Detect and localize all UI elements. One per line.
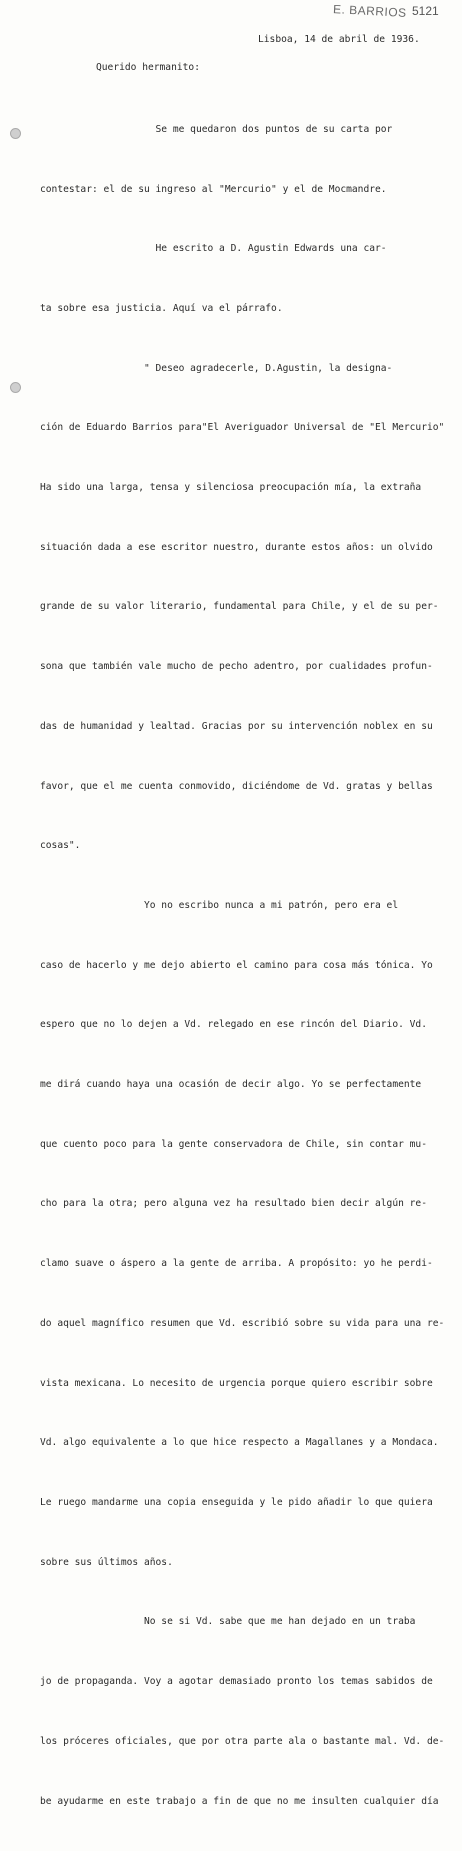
body-line: sona que también vale mucho de pecho adentro, por cualidades profun-	[40, 661, 433, 673]
body-line: cosas".	[40, 840, 81, 852]
body-line: Yo no escribo nunca a mi patrón, pero era el	[40, 899, 399, 911]
letter-body	[40, 80, 452, 1851]
body-line: grande de su valor literario, fundamental para Chile, y el de su per-	[40, 601, 439, 613]
body-line: He escrito a D. Agustin Edwards una car-	[40, 243, 387, 255]
body-line: do aquel magnífico resumen que Vd. escribió sobre su vida para una re-	[40, 1317, 445, 1329]
body-line: caso de hacerlo y me dejo abierto el camino para cosa más tónica. Yo	[40, 959, 433, 971]
body-line: ta sobre esa justicia. Aquí va el párrafo.	[40, 302, 283, 314]
body-line: Vd. algo equivalente a lo que hice respecto a Magallanes y a Mondaca.	[40, 1437, 439, 1449]
body-line: ción de Eduardo Barrios para"El Averiguador Universal de "El Mercurio"	[40, 422, 445, 434]
archive-number: 5121	[412, 4, 439, 18]
body-line: contestar: el de su ingreso al "Mercurio" y el de Mocmandre.	[40, 183, 387, 195]
body-line: favor, que el me cuenta conmovido, diciéndome de Vd. gratas y bellas	[40, 780, 433, 792]
body-line: me dirá cuando haya una ocasión de decir algo. Yo se perfectamente	[40, 1079, 422, 1091]
body-line: " Deseo agradecerle, D.Agustin, la designa-	[40, 362, 393, 374]
body-line: Ha sido una larga, tensa y silenciosa preocupación mía, la extraña	[40, 482, 422, 494]
body-line: cho para la otra; pero alguna vez ha resultado bien decir algún re-	[40, 1198, 427, 1210]
body-line: espero que no lo dejen a Vd. relegado en ese rincón del Diario. Vd.	[40, 1019, 427, 1031]
body-line: sobre sus últimos años.	[40, 1556, 173, 1568]
body-line: be ayudarme en este trabajo a fin de que no me insulten cualquier día	[40, 1795, 439, 1807]
body-line: vista mexicana. Lo necesito de urgencia porque quiero escribir sobre	[40, 1377, 433, 1389]
body-line: das de humanidad y lealtad. Gracias por su intervención noblex en su	[40, 720, 433, 732]
body-line: los próceres oficiales, que por otra parte ala o bastante mal. Vd. de-	[40, 1735, 445, 1747]
punch-hole-bottom	[10, 382, 21, 393]
body-line: que cuento poco para la gente conservadora de Chile, sin contar mu-	[40, 1138, 427, 1150]
body-line: situación dada a ese escritor nuestro, durante estos años: un olvido	[40, 541, 433, 553]
body-line: jo de propaganda. Voy a agotar demasiado pronto los temas sabidos de	[40, 1676, 433, 1688]
punch-hole-top	[10, 128, 21, 139]
body-line: Se me quedaron dos puntos de su carta por	[40, 123, 393, 135]
salutation: Querido hermanito:	[96, 62, 200, 73]
archive-stamp: E. BARRIOS	[332, 2, 408, 20]
body-line: No se si Vd. sabe que me han dejado en un traba	[40, 1616, 416, 1628]
body-line: Le ruego mandarme una copia enseguida y le pido añadir lo que quiera	[40, 1496, 433, 1508]
letter-date: Lisboa, 14 de abril de 1936.	[258, 34, 420, 45]
body-line: clamo suave o áspero a la gente de arriba. A propósito: yo he perdi-	[40, 1258, 433, 1270]
